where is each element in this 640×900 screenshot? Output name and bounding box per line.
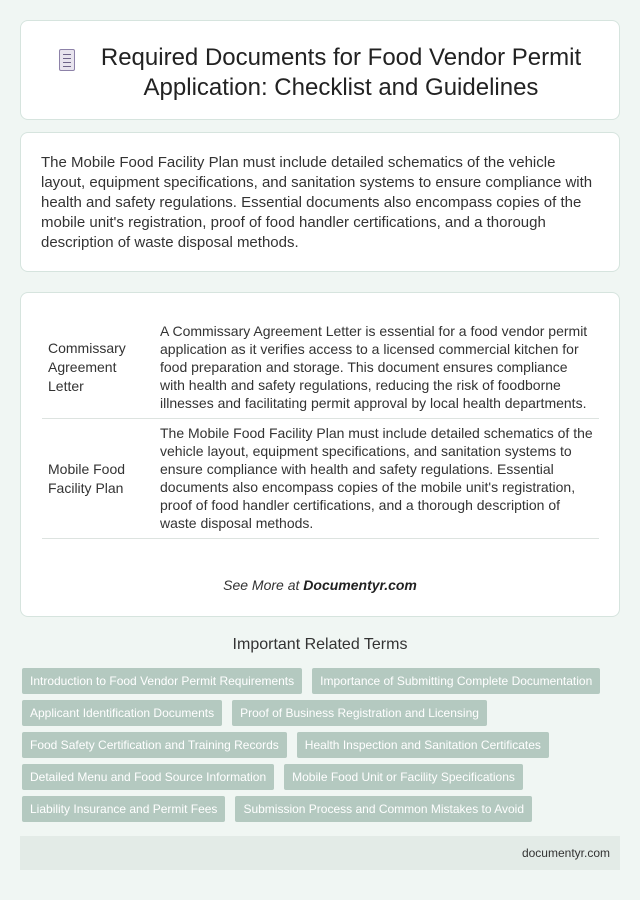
document-description-cell: The Mobile Food Facility Plan must include detailed schematics of the vehicle layout, equipment specifications, and sanitation systems to ensure compliance with health and safety regulations. Essential documents also encompass copies of the mobile unit's registration, proof of food handler certifications, and a thorough description of waste disposal methods. (154, 419, 599, 538)
intro-card (20, 132, 620, 272)
page-title-line-1: Required Documents for Food Vendor Permit (100, 44, 582, 71)
table-row (42, 317, 599, 419)
related-term-tag[interactable]: Submission Process and Common Mistakes to Avoid (235, 796, 532, 822)
related-term-tag[interactable]: Detailed Menu and Food Source Information (22, 764, 274, 790)
footer-bar (20, 836, 620, 870)
documents-table-card (20, 292, 620, 617)
document-name-cell: Mobile Food Facility Plan (48, 460, 126, 496)
related-term-tag[interactable]: Applicant Identification Documents (22, 700, 222, 726)
document-name-cell: Commissary Agreement Letter (48, 340, 126, 394)
related-term-tag[interactable]: Proof of Business Registration and Licensing (232, 700, 487, 726)
document-icon (59, 49, 75, 71)
documents-table (42, 317, 599, 539)
page-title (101, 43, 581, 103)
related-term-tag[interactable]: Importance of Submitting Complete Documentation (312, 668, 600, 694)
see-more-link[interactable] (21, 577, 619, 593)
intro-paragraph: The Mobile Food Facility Plan must include detailed schematics of the vehicle layout, equipment specifications, and sanitation systems to ensure compliance with health and safety regulations. Essential documents also encompass copies of the mobile unit's registration, proof of food handler certifications, and a thorough description of waste disposal methods. (41, 154, 593, 251)
document-description-cell: A Commissary Agreement Letter is essential for a food vendor permit application as it verifies access to a licensed commercial kitchen for food preparation and storage. This document ensures compliance with health and safety regulations, reducing the risk of foodborne illnesses and facilitating permit approval by local health departments. (154, 317, 599, 418)
footer-site-link[interactable]: documentyr.com (521, 846, 610, 860)
related-term-tag[interactable]: Mobile Food Unit or Facility Specifications (284, 764, 523, 790)
related-term-tag[interactable]: Food Safety Certification and Training Records (22, 732, 287, 758)
page-title-line-2: Application: Checklist and Guidelines (143, 74, 539, 101)
title-block (21, 43, 619, 103)
related-terms-list (22, 668, 622, 828)
related-term-tag[interactable]: Liability Insurance and Permit Fees (22, 796, 225, 822)
table-row (42, 419, 599, 539)
related-term-tag[interactable]: Health Inspection and Sanitation Certificates (297, 732, 549, 758)
related-terms-heading: Important Related Terms (232, 636, 408, 653)
title-card (20, 20, 620, 120)
related-term-tag[interactable]: Introduction to Food Vendor Permit Requirements (22, 668, 302, 694)
see-more-prefix: See More at (223, 577, 300, 593)
see-more-site[interactable]: Documentyr.com (303, 577, 417, 593)
